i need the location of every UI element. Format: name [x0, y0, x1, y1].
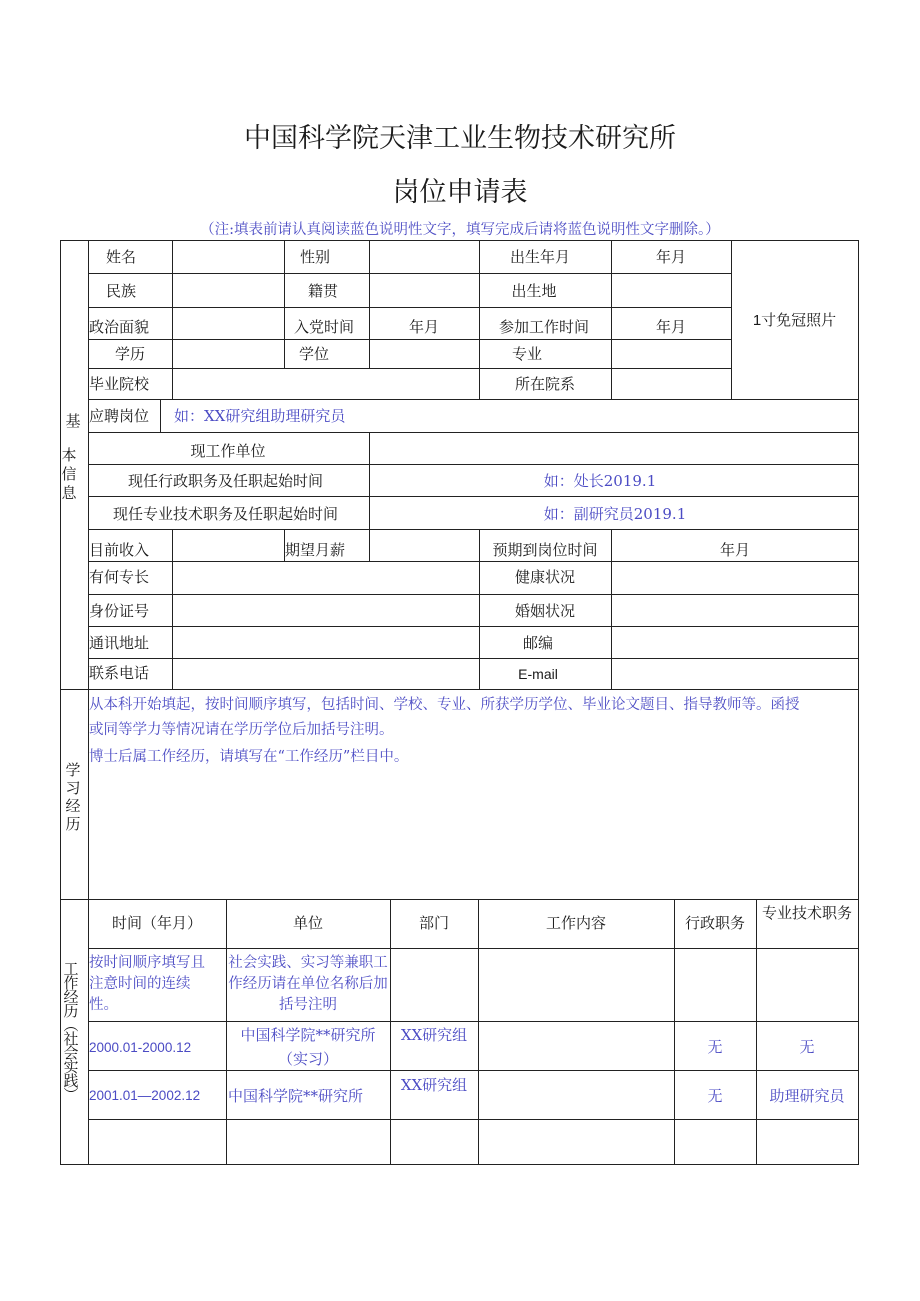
section-label-basic-top: 基 [65, 412, 81, 430]
specialty-label: 有何专长 [89, 568, 150, 586]
work-row-1-tech: 无 [799, 1038, 815, 1056]
study-hint-line1: 从本科开始填起，按时间顺序填写，包括时间、学校、专业、所获学历学位、毕业论文题目、指导教师等。函授 [89, 697, 800, 713]
name-label: 姓名 [105, 248, 136, 266]
gender-label: 性别 [299, 248, 330, 266]
income-label: 目前收入 [89, 541, 150, 559]
study-hint-line2: 或同等学力等情况请在学历学位后加括号注明。 [89, 722, 394, 738]
work-hint-unit: 社会实践、实习等兼职工作经历请在单位名称后加括号注明 [228, 955, 388, 1013]
birth-label: 出生年月 [509, 248, 570, 266]
position-label: 应聘岗位 [89, 407, 150, 425]
school-label: 毕业院校 [89, 375, 150, 393]
col-unit: 单位 [292, 914, 323, 932]
page-title: 中国科学院天津工业生物技术研究所 [244, 123, 676, 154]
phone-label: 联系电话 [89, 664, 150, 682]
marital-label: 婚姻状况 [514, 602, 575, 620]
work-row-2-dept: XX研究组 [400, 1076, 468, 1094]
col-time: 时间（年月） [111, 914, 202, 932]
instruction-note: （注:填表前请认真阅读蓝色说明性文字，填写完成后请将蓝色说明性文字删除。） [200, 222, 720, 238]
postcode-label: 邮编 [522, 634, 553, 652]
work-row-2-tech: 助理研究员 [769, 1087, 845, 1105]
work-row-2-unit: 中国科学院**研究所 [228, 1087, 364, 1105]
position-hint: 如：XX研究组助理研究员 [174, 407, 346, 425]
id-number-label: 身份证号 [89, 602, 150, 620]
section-label-work: 工 作 经 历 ︵ 社 会 实 践 ︶ [63, 960, 79, 1104]
admin-title-hint: 如：处长2019.1 [543, 472, 657, 490]
col-content: 工作内容 [545, 914, 606, 932]
major-label: 专业 [511, 345, 542, 363]
photo-placeholder: 1寸免冠照片 [752, 312, 837, 329]
work-row-1-unit: 中国科学院**研究所 [240, 1026, 376, 1044]
work-start-label: 参加工作时间 [499, 318, 590, 336]
party-label: 入党时间 [294, 318, 355, 336]
work-start-value: 年月 [655, 318, 686, 336]
email-label: E-mail [518, 666, 558, 682]
work-row-2-time: 2001.01—2002.12 [89, 1088, 201, 1103]
col-admin: 行政职务 [684, 914, 745, 932]
degree-label: 学位 [298, 345, 329, 363]
study-hint-line3: 博士后属工作经历，请填写在“工作经历”栏目中。 [89, 749, 409, 765]
form-title: 岗位申请表 [392, 177, 528, 208]
col-tech: 专业技术职务 [761, 904, 852, 922]
work-row-1-admin: 无 [707, 1038, 723, 1056]
party-value: 年月 [408, 318, 439, 336]
tech-title-hint: 如：副研究员2019.1 [543, 505, 687, 523]
admin-title-label: 现任行政职务及任职起始时间 [128, 472, 324, 490]
work-hint-time: 按时间顺序填写且注意时间的连续性。 [89, 955, 205, 1013]
current-unit-label: 现工作单位 [190, 442, 266, 460]
birthplace-label: 出生地 [511, 282, 557, 300]
arrive-label: 预期到岗位时间 [492, 541, 598, 559]
political-label: 政治面貌 [89, 318, 150, 336]
work-row-1-unit-note: （实习） [277, 1050, 338, 1068]
tech-title-label: 现任专业技术职务及任职起始时间 [113, 505, 339, 523]
work-row-1-time: 2000.01-2000.12 [89, 1040, 192, 1055]
native-place-label: 籍贯 [307, 282, 338, 300]
work-row-2-admin: 无 [707, 1087, 723, 1105]
work-row-1-dept: XX研究组 [400, 1026, 468, 1044]
education-label: 学历 [114, 345, 145, 363]
arrive-value: 年月 [719, 541, 750, 559]
birth-value: 年月 [655, 248, 686, 266]
address-label: 通讯地址 [89, 634, 150, 652]
health-label: 健康状况 [514, 568, 575, 586]
col-dept: 部门 [418, 914, 449, 932]
section-label-study: 学 习 经 历 [65, 761, 81, 833]
salary-label: 期望月薪 [285, 541, 346, 559]
section-label-basic: 本 信 息 [61, 447, 77, 502]
department-label: 所在院系 [514, 375, 575, 393]
ethnicity-label: 民族 [105, 282, 136, 300]
